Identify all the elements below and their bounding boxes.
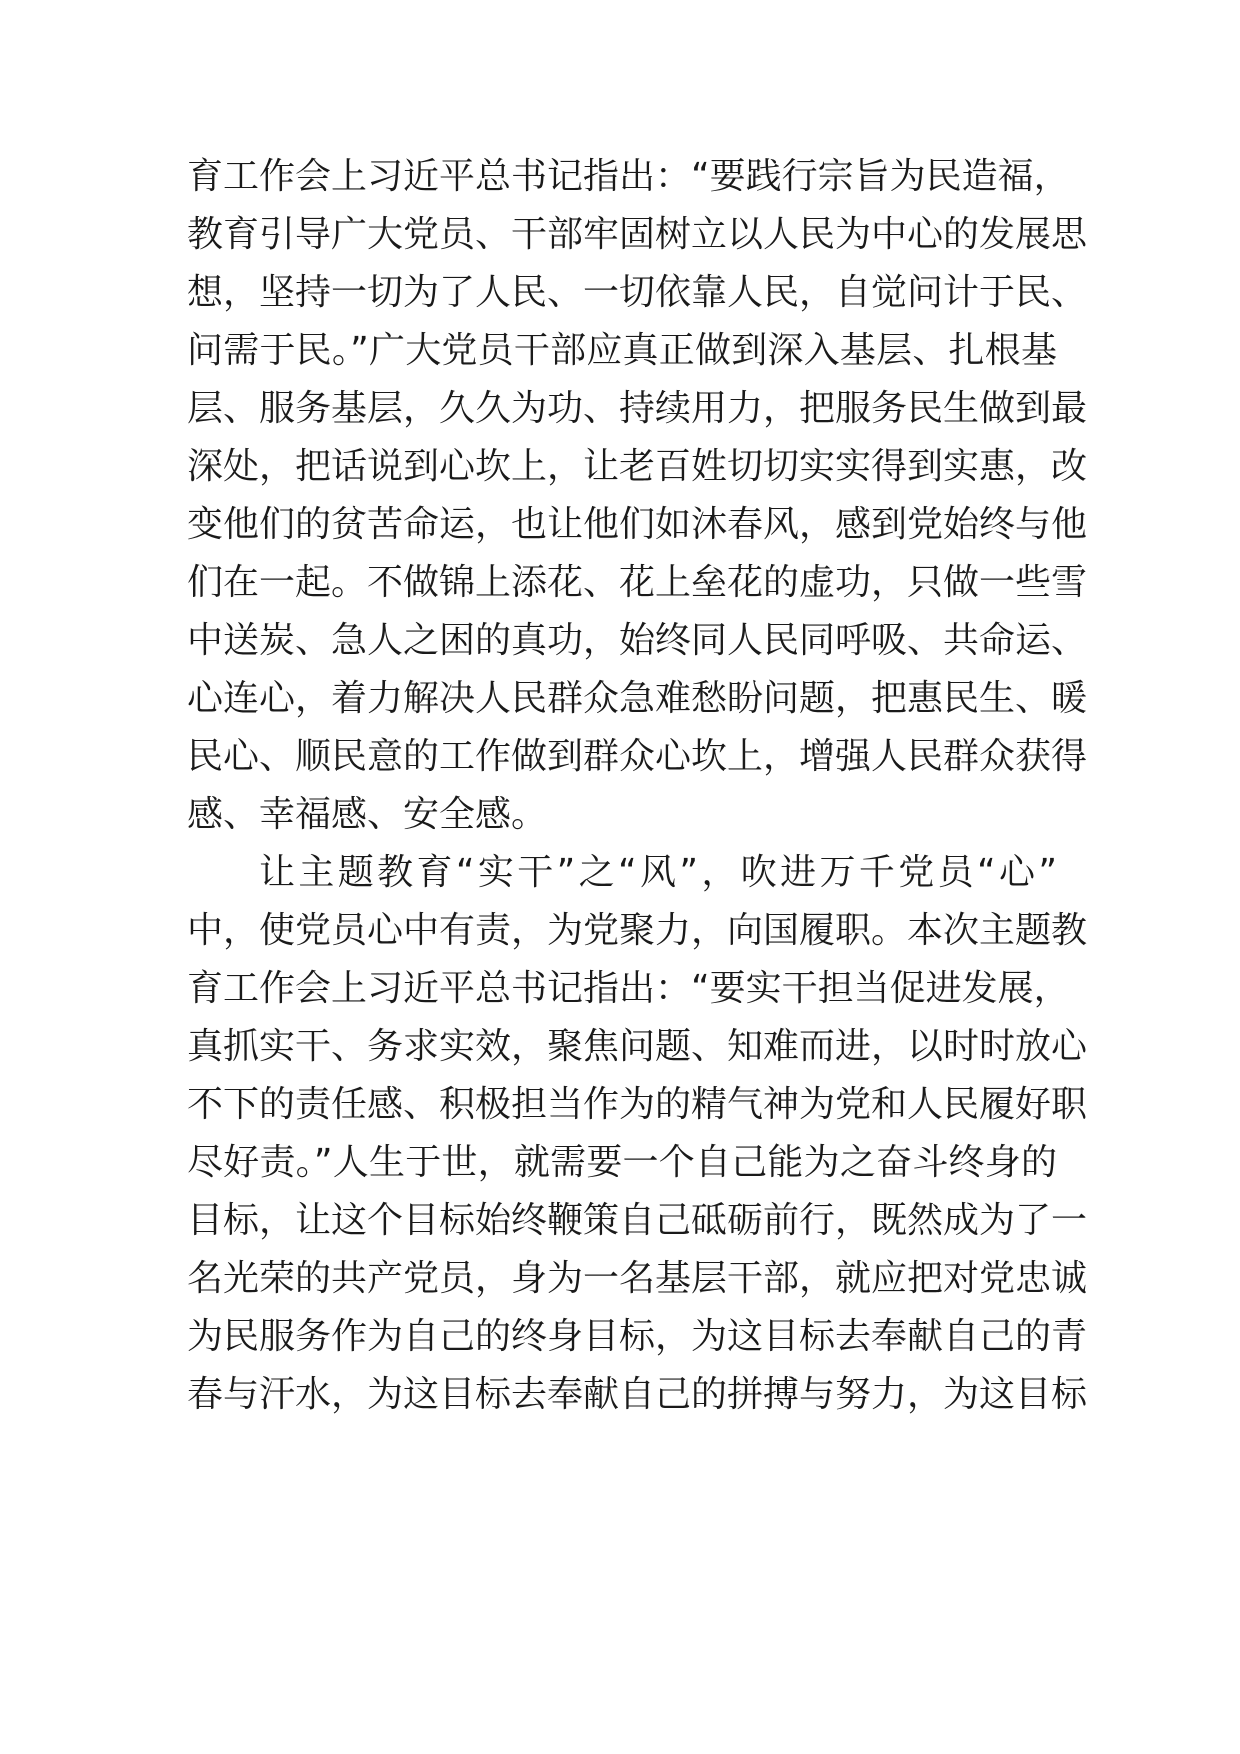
- text-line: 想，坚持一切为了人民、一切依靠人民，自觉问计于民、: [187, 272, 1088, 313]
- text-line: 中送炭、急人之困的真功，始终同人民同呼吸、共命运、: [187, 620, 1088, 661]
- text-line: 深处，把话说到心坎上，让老百姓切切实实得到实惠，改: [187, 446, 1088, 487]
- text-line: 不下的责任感、积极担当作为的精气神为党和人民履好职: [187, 1084, 1088, 1125]
- text-line: 中，使党员心中有责，为党聚力，向国履职。本次主题教: [187, 910, 1088, 951]
- text-line: 们在一起。不做锦上添花、花上垒花的虚功，只做一些雪: [187, 562, 1088, 603]
- text-line: 为民服务作为自己的终身目标，为这目标去奉献自己的青: [187, 1316, 1088, 1357]
- text-line: 问需于民。”广大党员干部应真正做到深入基层、扎根基: [187, 330, 1057, 371]
- text-line: 教育引导广大党员、干部牢固树立以人民为中心的发展思: [187, 214, 1088, 255]
- text-line: 育工作会上习近平总书记指出：“要实干担当促进发展，: [187, 968, 1070, 1009]
- text-line: 层、服务基层，久久为功、持续用力，把服务民生做到最: [187, 388, 1088, 429]
- text-line: 变他们的贫苦命运，也让他们如沐春风，感到党始终与他: [187, 504, 1088, 545]
- text-line: 心连心，着力解决人民群众急难愁盼问题，把惠民生、暖: [187, 678, 1088, 719]
- text-line: 目标，让这个目标始终鞭策自己砥砺前行，既然成为了一: [187, 1200, 1088, 1241]
- text-line: 育工作会上习近平总书记指出：“要践行宗旨为民造福，: [187, 156, 1070, 197]
- text-line: 感、幸福感、安全感。: [187, 794, 548, 835]
- text-line: 名光荣的共产党员，身为一名基层干部，就应把对党忠诚: [187, 1258, 1088, 1299]
- text-line: 真抓实干、务求实效，聚焦问题、知难而进，以时时放心: [187, 1026, 1088, 1067]
- text-line: 民心、顺民意的工作做到群众心坎上，增强人民群众获得: [187, 736, 1088, 777]
- text-line: 尽好责。”人生于世，就需要一个自己能为之奋斗终身的: [187, 1142, 1057, 1183]
- text-line: 让主题教育“实干”之“风”，吹进万千党员“心”: [259, 852, 1057, 893]
- text-line: 春与汗水，为这目标去奉献自己的拼搏与努力，为这目标: [187, 1374, 1088, 1415]
